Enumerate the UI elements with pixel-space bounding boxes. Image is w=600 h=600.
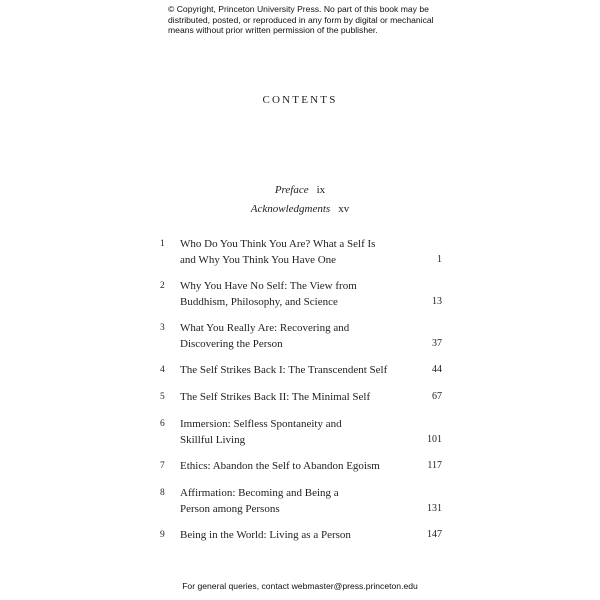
chapter-page: 67 (432, 391, 442, 402)
front-matter-label: Preface (274, 184, 309, 196)
toc-entry (160, 527, 442, 543)
chapter-title (180, 485, 400, 517)
toc-entry (160, 362, 442, 378)
copyright-line: distributed, posted, or reproduced in any form by digital or mechanical (168, 14, 434, 25)
chapter-page: 1 (437, 254, 442, 265)
chapter-page: 147 (427, 529, 442, 540)
copyright-line: means without prior written permission of the publisher. (168, 25, 378, 35)
front-matter-page: xv (338, 203, 350, 215)
chapter-number: 6 (160, 419, 165, 429)
front-matter-label: Acknowledgments (250, 203, 331, 215)
copyright-line: © Copyright, Princeton University Press. No part of this book may be (168, 4, 429, 14)
footer-contact: For general queries, contact webmaster@press.princeton.edu (182, 581, 418, 591)
chapter-number: 7 (160, 461, 165, 471)
toc-entry (160, 416, 442, 448)
chapter-title (180, 236, 400, 268)
chapter-title-line: Immersion: Selfless Spontaneity and (180, 418, 342, 430)
chapter-title-line: Discovering the Person (180, 338, 283, 350)
chapter-page: 117 (427, 460, 442, 471)
chapter-title (180, 527, 400, 543)
chapter-page: 101 (427, 434, 442, 445)
chapter-title-line: Skillful Living (180, 434, 246, 446)
chapter-page: 37 (432, 338, 442, 349)
chapter-number: 3 (160, 323, 165, 333)
chapter-page: 131 (427, 503, 442, 514)
chapter-title-line: Affirmation: Becoming and Being a (180, 487, 339, 499)
chapter-title (180, 278, 400, 310)
toc-entry (160, 278, 442, 310)
chapter-number: 1 (160, 239, 165, 249)
chapter-title (180, 320, 400, 352)
chapter-number: 4 (160, 365, 165, 375)
toc-entry (160, 320, 442, 352)
chapter-page: 13 (432, 296, 442, 307)
front-matter-preface (0, 184, 600, 196)
toc-entry (160, 236, 442, 268)
chapter-title-line: and Why You Think You Have One (180, 254, 337, 266)
chapter-title-line: The Self Strikes Back I: The Transcendent Self (180, 364, 388, 376)
chapter-number: 5 (160, 392, 165, 402)
chapter-title-line: Being in the World: Living as a Person (180, 529, 351, 541)
chapter-number: 9 (160, 530, 165, 540)
chapter-title (180, 458, 400, 474)
front-matter-acknowledgments (0, 203, 600, 215)
chapter-title-line: The Self Strikes Back II: The Minimal Self (180, 391, 371, 403)
chapter-title-line: Why You Have No Self: The View from (180, 280, 357, 292)
chapter-number: 2 (160, 281, 165, 291)
toc-entry (160, 485, 442, 517)
page-title: CONTENTS (262, 94, 338, 106)
chapter-title-line: What You Really Are: Recovering and (180, 322, 350, 334)
chapter-title (180, 389, 400, 405)
chapter-number: 8 (160, 488, 165, 498)
copyright-notice (168, 4, 448, 36)
toc-entry (160, 458, 442, 474)
toc-entry (160, 389, 442, 405)
chapter-title (180, 416, 400, 448)
chapter-title-line: Who Do You Think You Are? What a Self Is (180, 238, 376, 250)
front-matter-page: ix (316, 184, 326, 196)
chapter-title (180, 362, 400, 378)
chapter-title-line: Person among Persons (180, 503, 280, 515)
chapter-title-line: Buddhism, Philosophy, and Science (180, 296, 338, 308)
chapter-title-line: Ethics: Abandon the Self to Abandon Egoism (180, 460, 380, 472)
chapter-page: 44 (432, 364, 442, 375)
